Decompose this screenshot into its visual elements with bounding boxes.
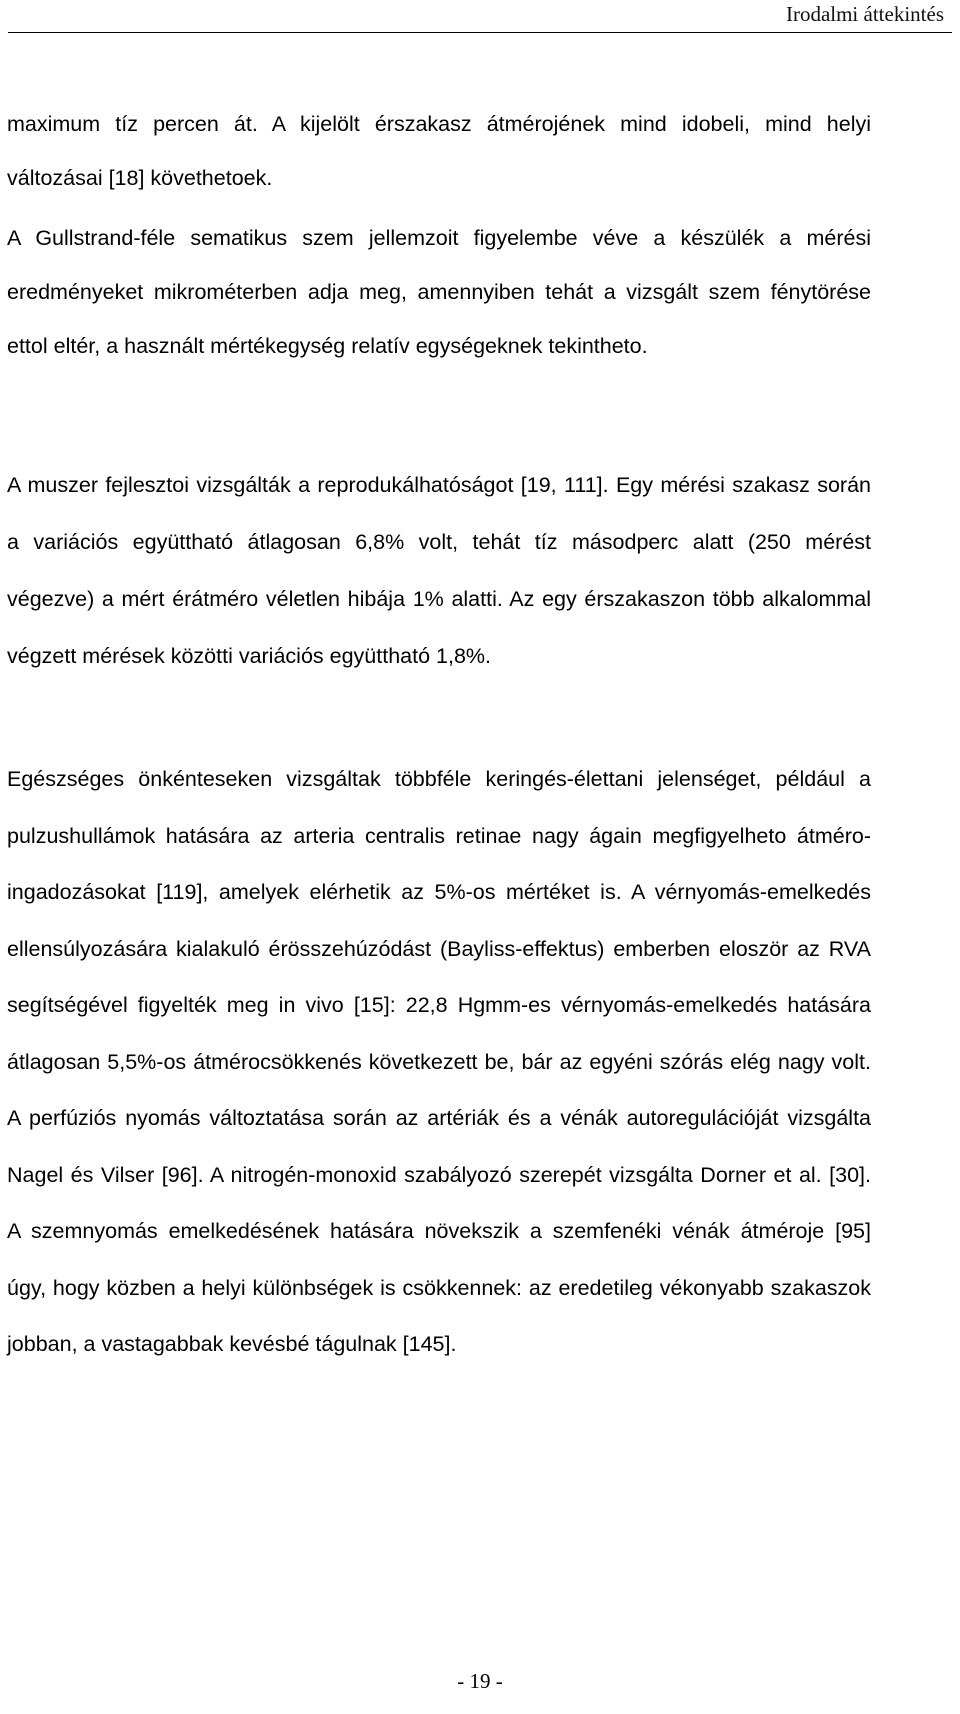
page-number: - 19 - [457, 1669, 503, 1693]
section-title: Irodalmi áttekintés [785, 2, 944, 26]
paragraph-1: maximum tíz percen át. A kijelölt érszakasz átmérojének mind idobeli, mind helyi változásai [18] követhetoek. [7, 112, 871, 190]
paragraph-2: A Gullstrand-féle sematikus szem jellemzoit figyelembe véve a készülék a mérési eredményeket mikrométerben adja meg, amennyiben tehát a vizsgált szem fénytörése ettol eltér, a használt mértékegység relatív egységeknek tekintheto. [7, 226, 871, 358]
paragraph-4: Egészséges önkénteseken vizsgáltak többféle keringés-élettani jelenséget, például a pulzushullámok hatására az arteria centralis retinae nagy ágain megfigyelheto átméro-ingadozásokat [119], amelyek elérhetik az 5%-os mértéket is. A vérnyomás-emelkedés ellensúlyozására kialakuló érösszehúzódást (Bayliss-effektus) emberben eloször az RVA segítségével figyelték meg in vivo [15]: 22,8 Hgmm-es vérnyomás-emelkedés hatására átlagosan 5,5%-os átmérocsökkenés következett be, bár az egyéni szórás elég nagy volt. A perfúziós nyomás változtatása során az artériák és a vénák autoregulációját vizsgálta Nagel és Vilser [96]. A nitrogén-monoxid szabályozó szerepét vizsgálta Dorner et al. [30]. A szemnyomás emelkedésének hatására növekszik a szemfenéki vénák átméroje [95] úgy, hogy közben a helyi különbségek is csökkennek: az eredetileg vékonyabb szakaszok jobban, a vastagabbak kevésbé tágulnak [145]. [7, 767, 871, 1356]
paragraph-3: A muszer fejlesztoi vizsgálták a reprodukálhatóságot [19, 111]. Egy mérési szakasz során a variációs együttható átlagosan 6,8% volt, tehát tíz másodperc alatt (250 mérést végezve) a mért érátméro véletlen hibája 1% alatti. Az egy érszakaszon több alkalommal végzett mérések közötti variációs együttható 1,8%. [7, 473, 871, 668]
header-divider [8, 32, 952, 33]
